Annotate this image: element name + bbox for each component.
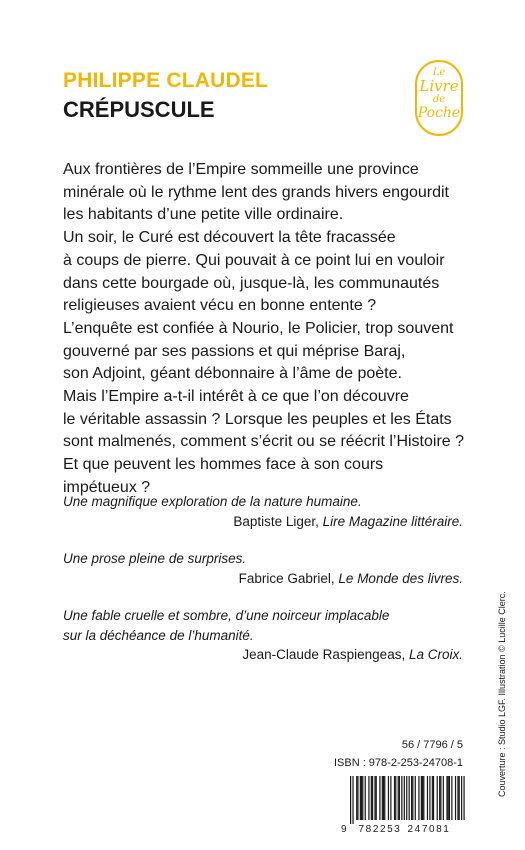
barcode-bar: [384, 776, 385, 820]
cover-credit: Couverture : Studio LGF. Illustration © Lucille Clerc.: [497, 591, 507, 797]
barcode-bar: [440, 776, 441, 820]
livre-de-poche-logo: [415, 60, 463, 136]
quote-source: [63, 569, 463, 589]
quote-source: [63, 512, 463, 532]
press-quote: [63, 492, 463, 531]
barcode-bar: [404, 776, 405, 820]
barcode-bar: [459, 776, 460, 820]
barcode-bar: [443, 776, 444, 820]
quote-source: [63, 645, 463, 665]
barcode-bar: [455, 776, 456, 820]
barcode-bar: [409, 776, 410, 820]
quote-author: Fabrice Gabriel,: [238, 570, 335, 586]
blurb-line: le véritable assassin ? Lorsque les peuples et les États: [63, 410, 452, 428]
barcode-bar: [360, 776, 361, 820]
barcode-bar: [449, 776, 450, 820]
blurb-line: Et que peuvent les hommes face à son cours: [63, 456, 384, 474]
barcode-digits-right: 247081: [407, 824, 451, 834]
logo-text-poche: Poche: [417, 105, 461, 121]
barcode-bar: [401, 776, 402, 820]
blurb-line: gouverné par ses passions et qui méprise Baraj,: [63, 342, 406, 360]
barcode-digit-first: 9: [341, 824, 347, 834]
barcode-bar: [388, 776, 389, 820]
barcode-bar: [421, 776, 422, 820]
barcode-bar: [418, 776, 419, 820]
barcode-bar: [374, 776, 375, 820]
blurb-line: dans cette bourgade où, jusque-là, les communautés: [63, 274, 440, 292]
quote-text: Une fable cruelle et sombre, d’une noirceur implacable: [63, 608, 390, 623]
barcode-bar: [406, 776, 407, 820]
barcode-bar: [427, 776, 428, 820]
barcode-bar: [451, 776, 452, 820]
barcode-bar: [357, 776, 358, 820]
quote-publication: Lire Magazine littéraire.: [322, 513, 463, 529]
book-title: CRÉPUSCULE: [63, 97, 215, 122]
isbn-number: ISBN : 978-2-253-24708-1: [333, 757, 463, 769]
barcode-bar: [390, 776, 391, 820]
barcode-bar: [422, 776, 423, 820]
blurb-line: Aux frontières de l’Empire sommeille une province: [63, 161, 419, 178]
logo-text-de: de: [432, 94, 446, 105]
barcode-bar: [350, 776, 351, 824]
barcode-bar: [411, 776, 412, 820]
barcode-bar: [365, 776, 366, 820]
blurb-line: Un soir, le Curé est découvert la tête fracassée: [63, 229, 396, 247]
barcode-bar: [376, 776, 377, 820]
logo-text-livre: Livre: [419, 77, 459, 95]
barcode-digits-left: 782253: [358, 824, 402, 834]
barcode-bar: [423, 776, 424, 820]
barcode-bar: [395, 776, 396, 820]
price-code: 56 / 7796 / 5: [401, 739, 463, 751]
logo-text-le: Le: [432, 67, 446, 78]
barcode-bar: [368, 776, 369, 820]
barcode-bar: [399, 776, 400, 820]
barcode-bar: [439, 776, 440, 820]
press-quote: [63, 606, 463, 665]
barcode-bar: [448, 776, 449, 820]
blurb-line: impétueux ?: [63, 478, 151, 496]
press-quote: [63, 549, 463, 588]
barcode-bar: [433, 776, 434, 820]
blurb-line: les habitants d’une petite ville ordinaire.: [63, 206, 344, 224]
barcode-bar: [463, 776, 464, 820]
blurb-line: L’enquête est confiée à Nourio, le Policier, trop souvent: [63, 319, 454, 337]
quote-author: Jean-Claude Raspiengeas,: [242, 647, 406, 662]
barcode-bar: [362, 776, 363, 820]
barcode-bar: [361, 776, 362, 820]
barcode-bar: [429, 776, 430, 820]
blurb-text: [63, 159, 463, 500]
quote-author: Baptiste Liger,: [233, 513, 319, 529]
barcode-bar: [372, 776, 373, 820]
barcode-bar: [461, 776, 462, 820]
barcode-bar: [394, 776, 395, 820]
quote-publication: La Croix.: [408, 647, 463, 662]
barcode-bar: [432, 776, 433, 820]
barcode-bar: [457, 776, 458, 820]
barcode-bar: [352, 776, 353, 824]
barcode-bar: [415, 776, 416, 820]
barcode-bar: [379, 776, 380, 820]
barcode-bar: [398, 776, 399, 820]
barcode-bar: [383, 776, 384, 820]
barcode-bar: [371, 776, 372, 820]
blurb-line: minérale où le rythme lent des grands hivers engourdit: [63, 183, 449, 201]
barcode-bar: [437, 776, 438, 820]
barcode-bar: [412, 776, 413, 820]
barcode-bar: [446, 776, 447, 820]
barcode: [338, 774, 468, 834]
quote-text: Une magnifique exploration de la nature humaine.: [63, 494, 362, 509]
barcode-bar: [356, 776, 357, 820]
barcode-bar: [382, 776, 383, 820]
blurb-line: sont malmenés, comment s’écrit ou se réécrit l’Histoire ?: [63, 433, 465, 451]
quote-text: sur la déchéance de l’humanité.: [63, 627, 254, 643]
blurb-line: Mais l’Empire a-t-il intérêt à ce que l’on découvre: [63, 388, 409, 406]
quote-publication: Le Monde des livres.: [338, 570, 463, 586]
blurb-line: à coups de pierre. Qui pouvait à ce point lui en vouloir: [63, 251, 445, 269]
author-name: PHILIPPE CLAUDEL: [63, 69, 269, 92]
blurb-line: son Adjoint, géant débonnaire à l’âme de poète.: [63, 365, 402, 383]
press-quotes: [63, 492, 463, 683]
blurb-line: religieuses avaient vécu en bonne entente ?: [63, 297, 377, 315]
quote-text: Une prose pleine de surprises.: [63, 551, 247, 566]
